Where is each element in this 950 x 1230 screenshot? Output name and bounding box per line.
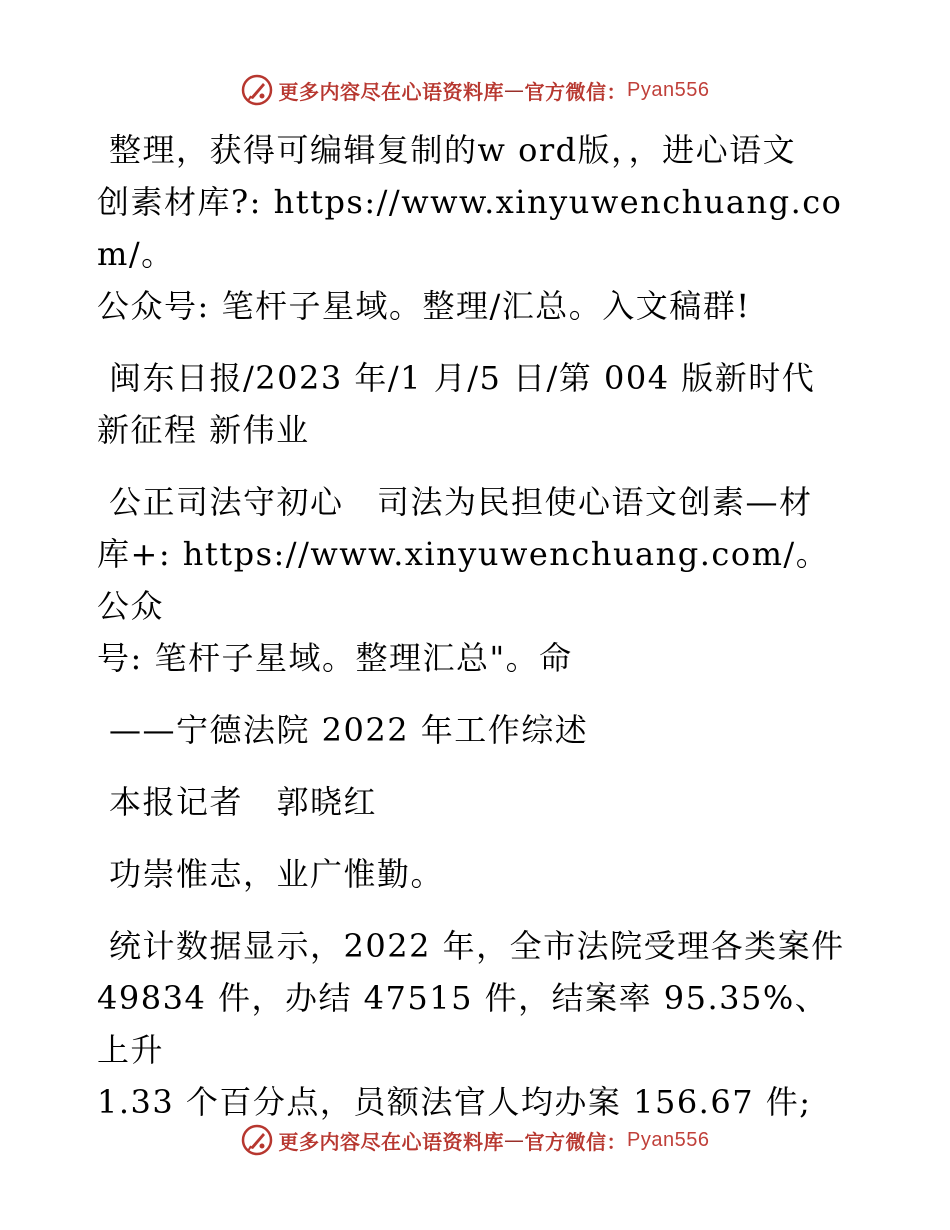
paragraph-line: 公正司法守初心 司法为民担使心语文创素—材	[109, 483, 813, 521]
paragraph-line: ——宁德法院 2022 年工作综述	[109, 711, 589, 749]
header-watermark-banner	[0, 72, 950, 108]
paragraph-line: 公众号: 笔杆子星域。整理/汇总。入文稿群!	[97, 287, 751, 325]
paragraph	[97, 920, 857, 1128]
paragraph	[97, 848, 857, 900]
paragraph	[97, 776, 857, 828]
banner-wechat-handle: Pyan556	[627, 78, 710, 101]
paragraph-line: 号: 笔杆子星域。整理汇总"。命	[97, 639, 573, 677]
paragraph	[97, 476, 857, 684]
paragraph-line: 统计数据显示，2022 年，全市法院受理各类案件	[109, 927, 845, 965]
paragraph-line: 创素材库?: https://www.xinyuwenchuang.com/。	[97, 183, 843, 273]
banner-wechat-label: 官方微信：	[524, 1129, 628, 1154]
paragraph	[97, 124, 857, 332]
document-body	[97, 124, 857, 1148]
feather-pen-logo-icon	[241, 74, 273, 106]
paragraph-line: 功崇惟志，业广惟勤。	[109, 855, 445, 893]
paragraph-line: 库+: https://www.xinyuwenchuang.com/。公众	[97, 535, 830, 625]
banner-brand-text: 更多内容尽在心语资料库	[278, 79, 505, 104]
paragraph	[97, 704, 857, 756]
paragraph-line: 闽东日报/2023 年/1 月/5 日/第 004 版新时代	[109, 359, 816, 397]
footer-watermark-banner	[0, 1122, 950, 1158]
paragraph	[97, 352, 857, 456]
paragraph-line: 整理，获得可编辑复制的w ord版，，进心语文	[109, 131, 797, 169]
paragraph-line: 本报记者 郭晓红	[109, 783, 378, 821]
banner-brand-text: 更多内容尽在心语资料库	[278, 1129, 505, 1154]
banner-separator: —	[504, 1128, 525, 1152]
feather-pen-logo-icon	[241, 1124, 273, 1156]
banner-wechat-handle: Pyan556	[627, 1128, 710, 1151]
paragraph-line: 49834 件，办结 47515 件，结案率 95.35%、上升	[97, 979, 829, 1069]
paragraph-line: 1.33 个百分点，员额法官人均办案 156.67 件;	[97, 1083, 812, 1121]
banner-separator: —	[504, 78, 525, 102]
banner-wechat-label: 官方微信：	[524, 79, 628, 104]
paragraph-line: 新征程 新伟业	[97, 411, 310, 449]
